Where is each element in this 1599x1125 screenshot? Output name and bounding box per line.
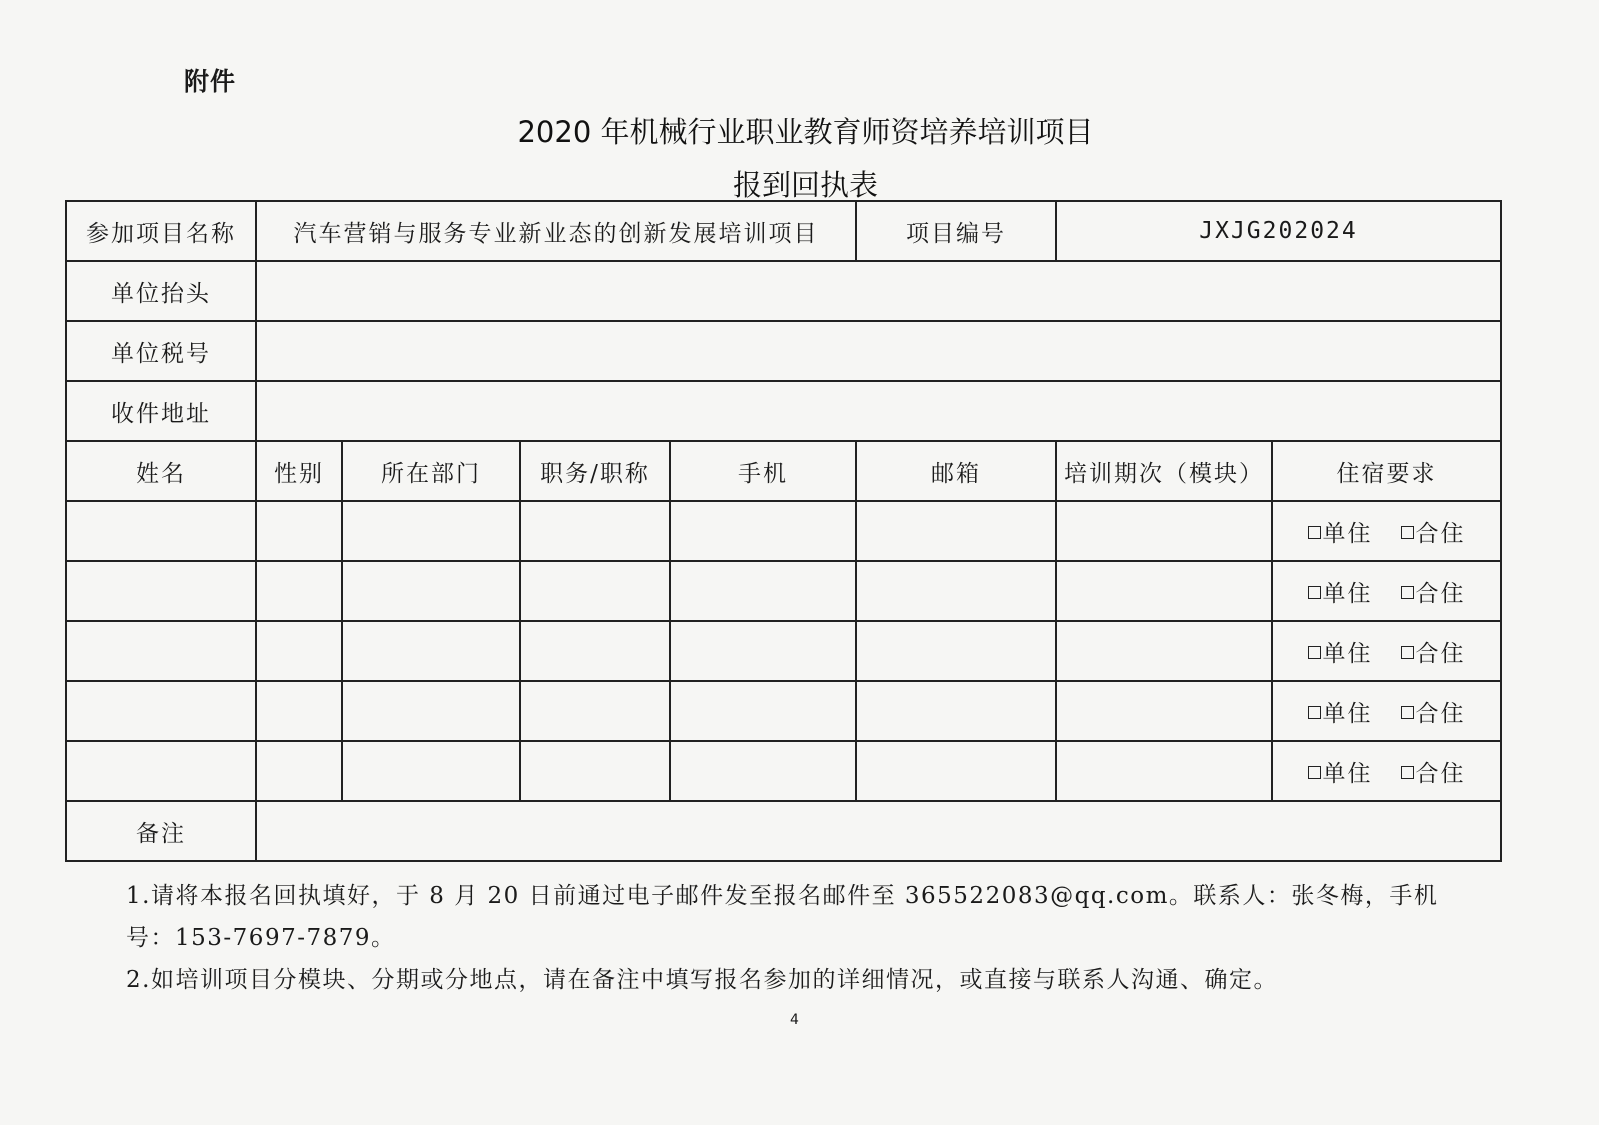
lodging-option-single[interactable] <box>1308 515 1373 548</box>
attendee-email-cell[interactable] <box>856 561 1056 621</box>
note-2: 2.如培训项目分模块、分期或分地点，请在备注中填写报名参加的详细情况，或直接与联系人沟通、确定。 <box>126 967 1278 993</box>
attendee-name-cell[interactable] <box>66 681 256 741</box>
checkbox-icon[interactable] <box>1308 526 1321 539</box>
column-header-gender: 性别 <box>256 441 342 501</box>
remarks-label: 备注 <box>66 801 256 861</box>
attendee-name-cell[interactable] <box>66 501 256 561</box>
attendee-department-cell[interactable] <box>342 741 520 801</box>
column-header-email: 邮箱 <box>856 441 1056 501</box>
lodging-cell <box>1272 501 1501 561</box>
attendee-phone-cell[interactable] <box>670 501 856 561</box>
checkbox-icon[interactable] <box>1401 586 1414 599</box>
checkbox-icon[interactable] <box>1308 646 1321 659</box>
page-title: 2020 年机械行业职业教育师资培养培训项目 <box>517 115 1094 149</box>
attendee-email-cell[interactable] <box>856 681 1056 741</box>
attendee-gender-cell[interactable] <box>256 681 342 741</box>
attendee-session-cell[interactable] <box>1056 681 1272 741</box>
lodging-option-single[interactable] <box>1308 755 1373 788</box>
checkbox-icon[interactable] <box>1401 526 1414 539</box>
invoice-title-label: 单位抬头 <box>66 261 256 321</box>
attendee-gender-cell[interactable] <box>256 561 342 621</box>
page-subtitle: 报到回执表 <box>732 168 878 202</box>
checkbox-icon[interactable] <box>1401 706 1414 719</box>
project-code-value[interactable]: JXJG202024 <box>1056 201 1501 261</box>
attendee-session-cell[interactable] <box>1056 741 1272 801</box>
lodging-option-label: 合住 <box>1415 520 1466 547</box>
attendee-name-cell[interactable] <box>66 561 256 621</box>
lodging-option-shared[interactable] <box>1401 755 1466 788</box>
checkbox-icon[interactable] <box>1401 646 1414 659</box>
attendee-title-cell[interactable] <box>520 621 670 681</box>
attendee-title-cell[interactable] <box>520 501 670 561</box>
checkbox-icon[interactable] <box>1308 766 1321 779</box>
column-header-row <box>66 441 1501 501</box>
lodging-option-label: 单住 <box>1322 580 1373 607</box>
checkbox-icon[interactable] <box>1401 766 1414 779</box>
project-row <box>66 201 1501 261</box>
attendee-gender-cell[interactable] <box>256 741 342 801</box>
attendee-session-cell[interactable] <box>1056 621 1272 681</box>
lodging-option-single[interactable] <box>1308 635 1373 668</box>
attendee-row <box>66 501 1501 561</box>
lodging-option-shared[interactable] <box>1401 575 1466 608</box>
lodging-option-label: 单住 <box>1322 640 1373 667</box>
remarks-row <box>66 801 1501 861</box>
mailing-address-label: 收件地址 <box>66 381 256 441</box>
attendee-row <box>66 621 1501 681</box>
attendee-row <box>66 681 1501 741</box>
mailing-address-row <box>66 381 1501 441</box>
attendee-title-cell[interactable] <box>520 681 670 741</box>
tax-number-row <box>66 321 1501 381</box>
attendee-department-cell[interactable] <box>342 621 520 681</box>
lodging-cell <box>1272 561 1501 621</box>
checkbox-icon[interactable] <box>1308 706 1321 719</box>
attendee-email-cell[interactable] <box>856 741 1056 801</box>
attendee-phone-cell[interactable] <box>670 681 856 741</box>
attendee-name-cell[interactable] <box>66 741 256 801</box>
column-header-department: 所在部门 <box>342 441 520 501</box>
attendee-name-cell[interactable] <box>66 621 256 681</box>
lodging-option-label: 单住 <box>1322 760 1373 787</box>
mailing-address-field[interactable] <box>256 381 1501 441</box>
lodging-option-shared[interactable] <box>1401 695 1466 728</box>
lodging-option-shared[interactable] <box>1401 635 1466 668</box>
page-number: 4 <box>790 1012 799 1028</box>
lodging-cell <box>1272 621 1501 681</box>
lodging-option-label: 单住 <box>1322 520 1373 547</box>
lodging-option-label: 单住 <box>1322 700 1373 727</box>
attendee-title-cell[interactable] <box>520 741 670 801</box>
tax-number-label: 单位税号 <box>66 321 256 381</box>
lodging-option-label: 合住 <box>1415 760 1466 787</box>
attachment-label: 附件 <box>184 67 237 96</box>
column-header-phone: 手机 <box>670 441 856 501</box>
project-code-label: 项目编号 <box>856 201 1056 261</box>
lodging-cell <box>1272 741 1501 801</box>
attendee-row <box>66 741 1501 801</box>
note-1: 1.请将本报名回执填好，于 8 月 20 日前通过电子邮件发至报名邮件至 365522083@qq.com。联系人：张冬梅，手机号：153-7697-7879。 <box>126 883 1439 951</box>
registration-form-table <box>65 200 1502 862</box>
invoice-title-field[interactable] <box>256 261 1501 321</box>
column-header-lodging: 住宿要求 <box>1272 441 1501 501</box>
attendee-email-cell[interactable] <box>856 621 1056 681</box>
attendee-department-cell[interactable] <box>342 501 520 561</box>
lodging-option-single[interactable] <box>1308 695 1373 728</box>
lodging-option-label: 合住 <box>1415 640 1466 667</box>
attendee-session-cell[interactable] <box>1056 501 1272 561</box>
notes <box>126 875 1456 1001</box>
attendee-phone-cell[interactable] <box>670 561 856 621</box>
remarks-field[interactable] <box>256 801 1501 861</box>
attendee-email-cell[interactable] <box>856 501 1056 561</box>
attendee-department-cell[interactable] <box>342 681 520 741</box>
lodging-cell <box>1272 681 1501 741</box>
project-name-label: 参加项目名称 <box>66 201 256 261</box>
attendee-phone-cell[interactable] <box>670 741 856 801</box>
attendee-title-cell[interactable] <box>520 561 670 621</box>
attendee-phone-cell[interactable] <box>670 621 856 681</box>
attendee-gender-cell[interactable] <box>256 501 342 561</box>
attendee-session-cell[interactable] <box>1056 561 1272 621</box>
lodging-option-shared[interactable] <box>1401 515 1466 548</box>
checkbox-icon[interactable] <box>1308 586 1321 599</box>
column-header-title: 职务/职称 <box>520 441 670 501</box>
lodging-option-label: 合住 <box>1415 700 1466 727</box>
column-header-name: 姓名 <box>66 441 256 501</box>
attendee-row <box>66 561 1501 621</box>
attendee-department-cell[interactable] <box>342 561 520 621</box>
lodging-option-single[interactable] <box>1308 575 1373 608</box>
project-name-value[interactable]: 汽车营销与服务专业新业态的创新发展培训项目 <box>256 201 856 261</box>
lodging-option-label: 合住 <box>1415 580 1466 607</box>
tax-number-field[interactable] <box>256 321 1501 381</box>
invoice-title-row <box>66 261 1501 321</box>
attendee-gender-cell[interactable] <box>256 621 342 681</box>
column-header-session: 培训期次（模块） <box>1056 441 1272 501</box>
